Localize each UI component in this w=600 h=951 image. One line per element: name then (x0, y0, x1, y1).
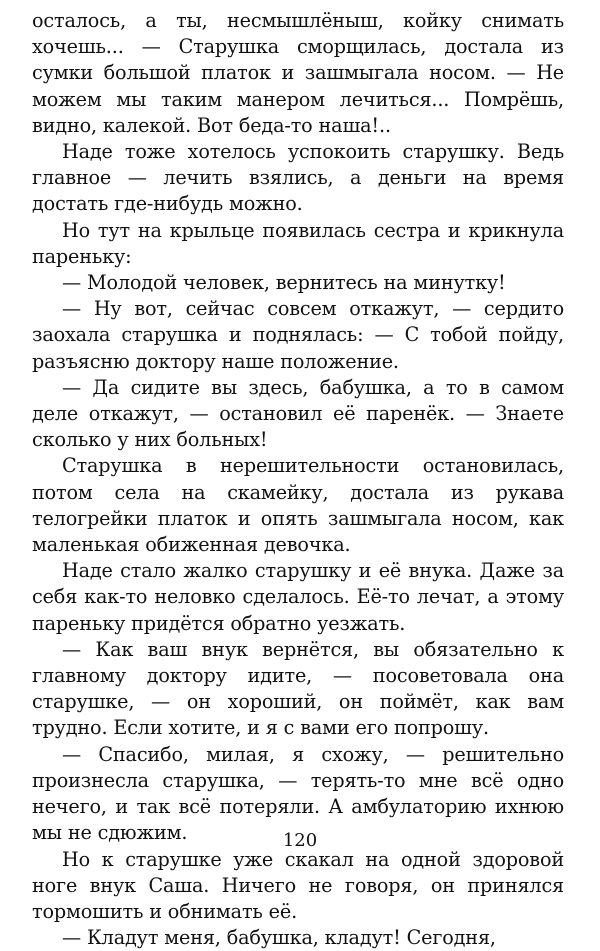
paragraph-12: — Кладут меня, бабушка, кладут! Сегодня, (62, 926, 496, 950)
paragraph-8: Наде стало жалко старушку и её внука. Даже за себя как-то неловко сделалось. Её-то лечат, а этому пареньку придётся обратно уезжать. (32, 559, 564, 635)
paragraph-4: — Молодой человек, вернитесь на минутку! (62, 271, 506, 295)
book-page-text (32, 8, 564, 951)
page-number: 120 (282, 830, 318, 851)
paragraph-6: — Да сидите вы здесь, бабушка, а то в самом деле откажут, — остановил её паренёк. — Знаете сколько у них больных! (32, 375, 564, 452)
paragraph-1: осталось, а ты, несмышлёныш, койку снимать хочешь... — Старушка сморщилась, достала из сумки большой платок и зашмыгала носом. — Не можем мы таким манером лечиться... Помрёшь, видно, калекой. Вот беда-то наша!.. (32, 9, 564, 137)
paragraph-9: — Как ваш внук вернётся, вы обязательно к главному доктору идите, — посоветовала она старушке, — он хороший, он поймёт, как вам трудно. Если хотите, и я с вами его попрошу. (32, 637, 564, 740)
paragraph-3: Но тут на крыльце появилась сестра и крикнула пареньку: (32, 218, 564, 268)
paragraph-10: — Спасибо, милая, я схожу, — решительно произнесла старушка, — терять-то мне всё одно нечего, и так всё потеряли. А амбулаторию ихнюю мы не сдюжим. (32, 742, 564, 845)
paragraph-2: Наде тоже хотелось успокоить старушку. Ведь главное — лечить взялись, а деньги на время достать где-нибудь можно. (32, 140, 564, 216)
paragraph-11: Но к старушке уже скакал на одной здоровой ноге внук Саша. Ничего не говоря, он принялся тормошить и обнимать её. (32, 847, 564, 923)
paragraph-7: Старушка в нерешительности остановилась, потом села на скамейку, достала из рукава телогрейки платок и опять зашмыгала носом, как маленькая обиженная девочка. (32, 454, 564, 557)
paragraph-5: — Ну вот, сейчас совсем откажут, — сердито заохала старушка и поднялась: — С тобой пойду, разъясню доктору наше положение. (32, 297, 564, 373)
